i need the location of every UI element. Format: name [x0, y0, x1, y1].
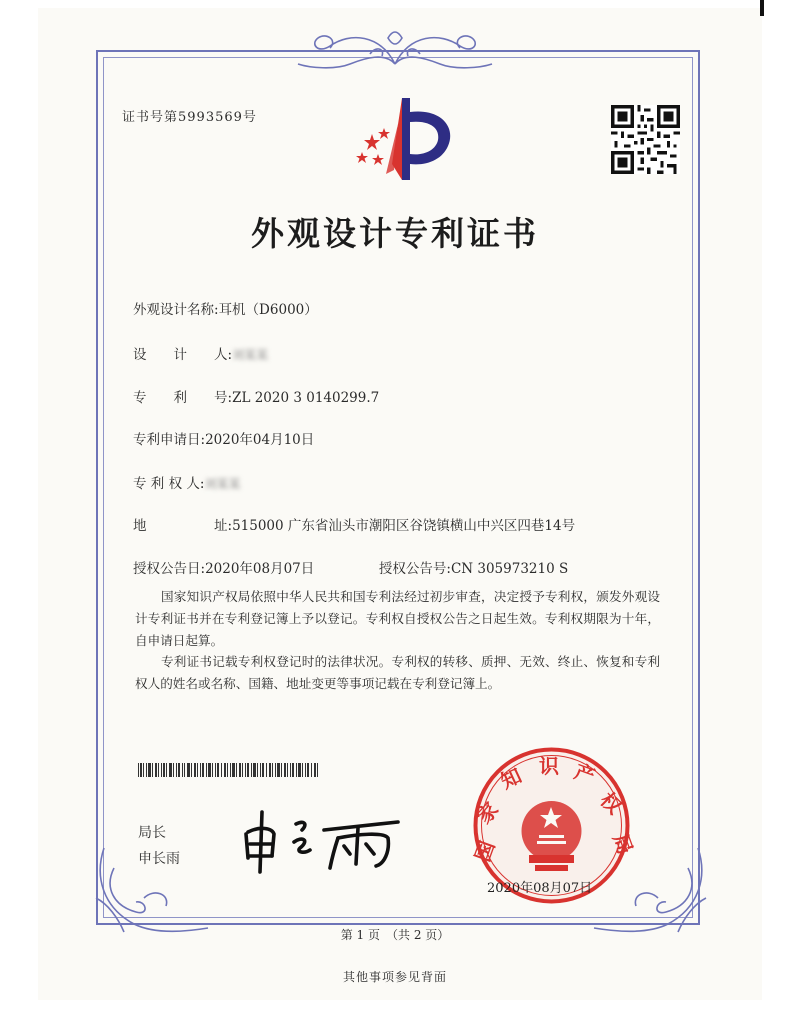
- director-name: 申长雨: [138, 851, 180, 867]
- field-grant: [133, 557, 568, 577]
- director-title: 局长: [138, 825, 166, 841]
- field-patentee: [133, 472, 240, 492]
- field-label: 专利申请日:: [133, 432, 206, 448]
- barcode: [138, 763, 318, 777]
- svg-text:知: 知: [496, 763, 526, 794]
- grant-statement-paragraph: 国家知识产权局依照中华人民共和国专利法经过初步审查，决定授予专利权，颁发外观设计专利证书并在专利登记簿上予以登记。专利权自授权公告之日起生效。专利权期限为十年，自申请日起算。: [135, 589, 660, 648]
- svg-text:国: 国: [470, 837, 500, 865]
- field-value-redacted: 刘某某: [232, 348, 269, 362]
- certificate-title: 外观设计专利证书: [251, 214, 539, 253]
- field-value: 515000 广东省汕头市潮阳区谷饶镇横山中兴区四巷14号: [232, 518, 576, 534]
- field-value: 2020年04月10日: [205, 432, 315, 448]
- svg-text:识: 识: [539, 754, 559, 778]
- field-label: 外观设计名称:: [133, 302, 219, 318]
- certificate-number: 证书号第5993569号: [122, 110, 257, 125]
- svg-text:家: 家: [471, 797, 504, 829]
- field-label: 地 址:: [133, 518, 233, 534]
- patent-office-emblem: [350, 94, 458, 186]
- qr-code: [611, 105, 680, 174]
- field-label: 设 计 人:: [133, 347, 233, 363]
- page-number: 第 1 页 （共 2 页）: [340, 928, 450, 942]
- field-designer: [133, 343, 268, 363]
- field-address: [133, 514, 575, 534]
- director-signature: [238, 808, 408, 874]
- field-value: 耳机（D6000）: [218, 302, 318, 318]
- top-ornament: [290, 24, 500, 74]
- svg-text:产: 产: [571, 759, 599, 789]
- svg-text:权: 权: [595, 787, 627, 819]
- seal-date: 2020年08月07日: [487, 881, 593, 896]
- scan-edge-mark: [760, 0, 764, 16]
- legal-status-paragraph: 专利证书记载专利权登记时的法律状况。专利权的转移、质押、无效、终止、恢复和专利权人的姓名或名称、国籍、地址变更等事项记载在专利登记簿上。: [135, 654, 660, 691]
- field-design-name: [133, 298, 318, 318]
- field-application-date: [133, 428, 314, 448]
- field-patent-number: [133, 386, 379, 406]
- footer-note: 其他事项参见背面: [342, 970, 447, 984]
- svg-text:局: 局: [608, 830, 638, 858]
- grant-date-value: 2020年08月07日: [205, 561, 315, 577]
- field-label: 专 利 权 人:: [133, 476, 205, 492]
- field-value: ZL 2020 3 0140299.7: [232, 390, 380, 406]
- field-label: 专 利 号:: [133, 390, 233, 406]
- field-value-redacted: 刘某某: [204, 477, 241, 491]
- grant-number-value: CN 305973210 S: [450, 561, 569, 577]
- grant-date-label: 授权公告日:: [133, 561, 206, 577]
- grant-number-label: 授权公告号:: [378, 561, 451, 577]
